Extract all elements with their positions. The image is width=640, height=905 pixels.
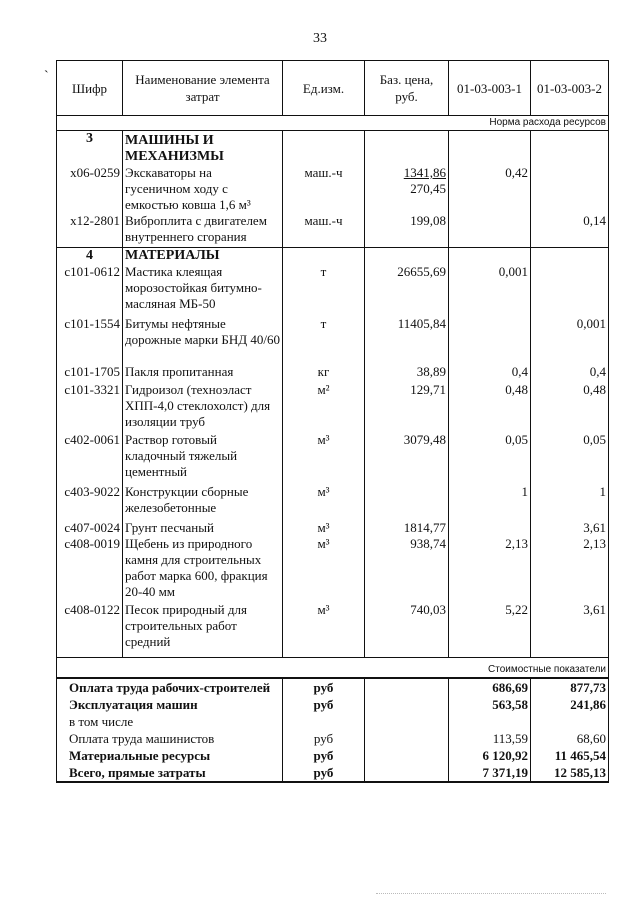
- norm-value-col2: 0,48: [531, 382, 609, 432]
- price-value: 129,71: [410, 381, 446, 397]
- resource-code: с408-0122: [57, 602, 123, 658]
- table-row: [57, 382, 609, 432]
- empty-cell: [531, 247, 609, 264]
- norm-value-col2: 3,61: [531, 520, 609, 536]
- resource-name: Пакля пропитанная: [123, 364, 283, 382]
- resource-name: Раствор готовый кладочный тяжелый цементный: [123, 432, 283, 484]
- resource-name: Гидроизол (техноэласт ХПП-4,0 стеклохолст) для изоляции труб: [123, 382, 283, 432]
- resource-price: [365, 432, 449, 484]
- total-unit: руб: [283, 730, 365, 747]
- norm-value-col1: 0,001: [449, 264, 531, 316]
- total-label: Всего, прямые затраты: [57, 764, 283, 782]
- resource-unit: маш.-ч: [283, 165, 365, 213]
- table-row: [57, 484, 609, 520]
- section-title: МАШИНЫ И МЕХАНИЗМЫ: [123, 131, 283, 166]
- resource-name: Виброплита с двигателем внутреннего сгорания: [123, 213, 283, 247]
- resource-unit: маш.-ч: [283, 213, 365, 247]
- resource-name: Конструкции сборные железобетонные: [123, 484, 283, 520]
- table-row: [57, 364, 609, 382]
- norm-caption: Норма расхода ресурсов: [57, 116, 609, 131]
- total-row: [57, 747, 609, 764]
- resource-code: х06-0259: [57, 165, 123, 213]
- empty-cell: [365, 696, 449, 713]
- empty-cell: [365, 764, 449, 782]
- norm-value-col1: 0,42: [449, 165, 531, 213]
- resource-price: [365, 484, 449, 520]
- table-row: [57, 520, 609, 536]
- price-value: 3079,48: [403, 431, 446, 447]
- norm-value-col2: [531, 264, 609, 316]
- norm-value-col1: [449, 316, 531, 364]
- resource-name: Грунт песчаный: [123, 520, 283, 536]
- resource-code: с403-9022: [57, 484, 123, 520]
- page-number: 33: [313, 31, 327, 46]
- norm-value-col1: [449, 213, 531, 247]
- cost-caption: Стоимостные показатели: [57, 658, 609, 679]
- norm-caption-row: [57, 116, 609, 131]
- resource-price: [365, 264, 449, 316]
- resource-name: Песок природный для строительных работ средний: [123, 602, 283, 658]
- total-label: Оплата труда рабочих-строителей: [57, 678, 283, 696]
- norm-value-col2: 0,001: [531, 316, 609, 364]
- bottom-divider: [376, 893, 606, 894]
- table-row: [57, 602, 609, 658]
- total-row: [57, 764, 609, 782]
- total-value-col2: 11 465,54: [531, 747, 609, 764]
- cost-caption-row: [57, 658, 609, 679]
- resource-name: Экскаваторы на гусеничном ходу с емкостью ковша 1,6 м³: [123, 165, 283, 213]
- total-value-col1: 563,58: [449, 696, 531, 713]
- empty-cell: [365, 247, 449, 264]
- table-row: [57, 213, 609, 247]
- total-label: в том числе: [57, 713, 283, 730]
- total-value-col2: 68,60: [531, 730, 609, 747]
- header-col2: 01-03-003-2: [531, 61, 609, 116]
- total-value-col2: [531, 713, 609, 730]
- price-value: 740,03: [410, 601, 446, 617]
- empty-cell: [365, 747, 449, 764]
- price-value: 199,08: [410, 213, 446, 228]
- price-value: 938,74: [410, 535, 446, 551]
- resource-price: [365, 213, 449, 247]
- total-value-col2: 12 585,13: [531, 764, 609, 782]
- total-row: [57, 713, 609, 730]
- resource-code: с101-1705: [57, 364, 123, 382]
- header-name: Наименование элемента затрат: [123, 61, 283, 116]
- resource-unit: кг: [283, 364, 365, 382]
- norm-value-col2: [531, 165, 609, 213]
- header-price: Баз. цена, руб.: [365, 61, 449, 116]
- resource-price: [365, 165, 449, 213]
- resource-price: [365, 316, 449, 364]
- total-value-col1: 113,59: [449, 730, 531, 747]
- resource-name: Щебень из природного камня для строительных работ марка 600, фракция 20-40 мм: [123, 536, 283, 602]
- norm-value-col1: 0,4: [449, 364, 531, 382]
- resource-name: Мастика клеящая морозостойкая битумно-масляная МБ-50: [123, 264, 283, 316]
- table-row: [57, 316, 609, 364]
- empty-cell: [365, 730, 449, 747]
- total-label: Эксплуатация машин: [57, 696, 283, 713]
- resource-unit: м³: [283, 602, 365, 658]
- empty-cell: [531, 131, 609, 166]
- total-label: Материальные ресурсы: [57, 747, 283, 764]
- price-value: 26655,69: [397, 263, 446, 279]
- section-number: 4: [57, 247, 123, 264]
- section-number: 3: [57, 131, 123, 166]
- empty-cell: [283, 131, 365, 166]
- header-unit: Ед.изм.: [283, 61, 365, 116]
- total-value-col2: 877,73: [531, 678, 609, 696]
- norm-value-col1: 0,05: [449, 432, 531, 484]
- empty-cell: [365, 131, 449, 166]
- table-row: [57, 536, 609, 602]
- resource-table: [56, 60, 609, 783]
- resource-unit: м³: [283, 432, 365, 484]
- price-value: 38,89: [416, 363, 446, 379]
- norm-value-col2: 0,14: [531, 213, 609, 247]
- norm-value-col2: 1: [531, 484, 609, 520]
- total-unit: руб: [283, 696, 365, 713]
- resource-code: с101-0612: [57, 264, 123, 316]
- table-row: [57, 264, 609, 316]
- resource-unit: м²: [283, 382, 365, 432]
- table-row: [57, 432, 609, 484]
- resource-price: [365, 536, 449, 602]
- norm-value-col1: 0,48: [449, 382, 531, 432]
- resource-unit: т: [283, 264, 365, 316]
- norm-value-col1: [449, 520, 531, 536]
- norm-value-col2: 2,13: [531, 536, 609, 602]
- resource-code: с407-0024: [57, 520, 123, 536]
- norm-value-col2: 0,4: [531, 364, 609, 382]
- resource-unit: т: [283, 316, 365, 364]
- price-value: 11405,84: [397, 315, 446, 331]
- header-code: Шифр: [57, 61, 123, 116]
- norm-value-col1: 2,13: [449, 536, 531, 602]
- empty-cell: [283, 247, 365, 264]
- empty-cell: [449, 131, 531, 166]
- norm-value-col2: 3,61: [531, 602, 609, 658]
- total-row: [57, 696, 609, 713]
- table-header-row: [57, 61, 609, 116]
- total-value-col1: 6 120,92: [449, 747, 531, 764]
- resource-unit: м³: [283, 536, 365, 602]
- total-unit: руб: [283, 764, 365, 782]
- resource-unit: м³: [283, 484, 365, 520]
- empty-cell: [365, 713, 449, 730]
- resource-code: х12-2801: [57, 213, 123, 247]
- norm-value-col1: 1: [449, 484, 531, 520]
- table-row: [57, 165, 609, 213]
- total-value-col1: [449, 713, 531, 730]
- total-unit: руб: [283, 678, 365, 696]
- total-value-col1: 686,69: [449, 678, 531, 696]
- header-col1: 01-03-003-1: [449, 61, 531, 116]
- margin-mark: `: [44, 69, 49, 84]
- total-row: [57, 730, 609, 747]
- price-value: 1341,86: [403, 165, 446, 180]
- total-label: Оплата труда машинистов: [57, 730, 283, 747]
- resource-code: с101-3321: [57, 382, 123, 432]
- resource-code: с408-0019: [57, 536, 123, 602]
- total-unit: руб: [283, 747, 365, 764]
- resource-price: [365, 364, 449, 382]
- resource-unit: м³: [283, 520, 365, 536]
- total-row: [57, 678, 609, 696]
- price-value: 1814,77: [403, 519, 446, 535]
- total-value-col2: 241,86: [531, 696, 609, 713]
- norm-value-col2: 0,05: [531, 432, 609, 484]
- resource-price: [365, 520, 449, 536]
- section-header-row: [57, 247, 609, 264]
- resource-code: с402-0061: [57, 432, 123, 484]
- norm-value-col1: 5,22: [449, 602, 531, 658]
- section-title: МАТЕРИАЛЫ: [123, 247, 283, 264]
- total-unit: [283, 713, 365, 730]
- resource-code: с101-1554: [57, 316, 123, 364]
- total-value-col1: 7 371,19: [449, 764, 531, 782]
- empty-cell: [449, 247, 531, 264]
- resource-name: Битумы нефтяные дорожные марки БНД 40/60: [123, 316, 283, 364]
- section-header-row: [57, 131, 609, 166]
- resource-price: [365, 382, 449, 432]
- price-secondary-value: 270,45: [410, 181, 446, 196]
- resource-price: [365, 602, 449, 658]
- empty-cell: [365, 678, 449, 696]
